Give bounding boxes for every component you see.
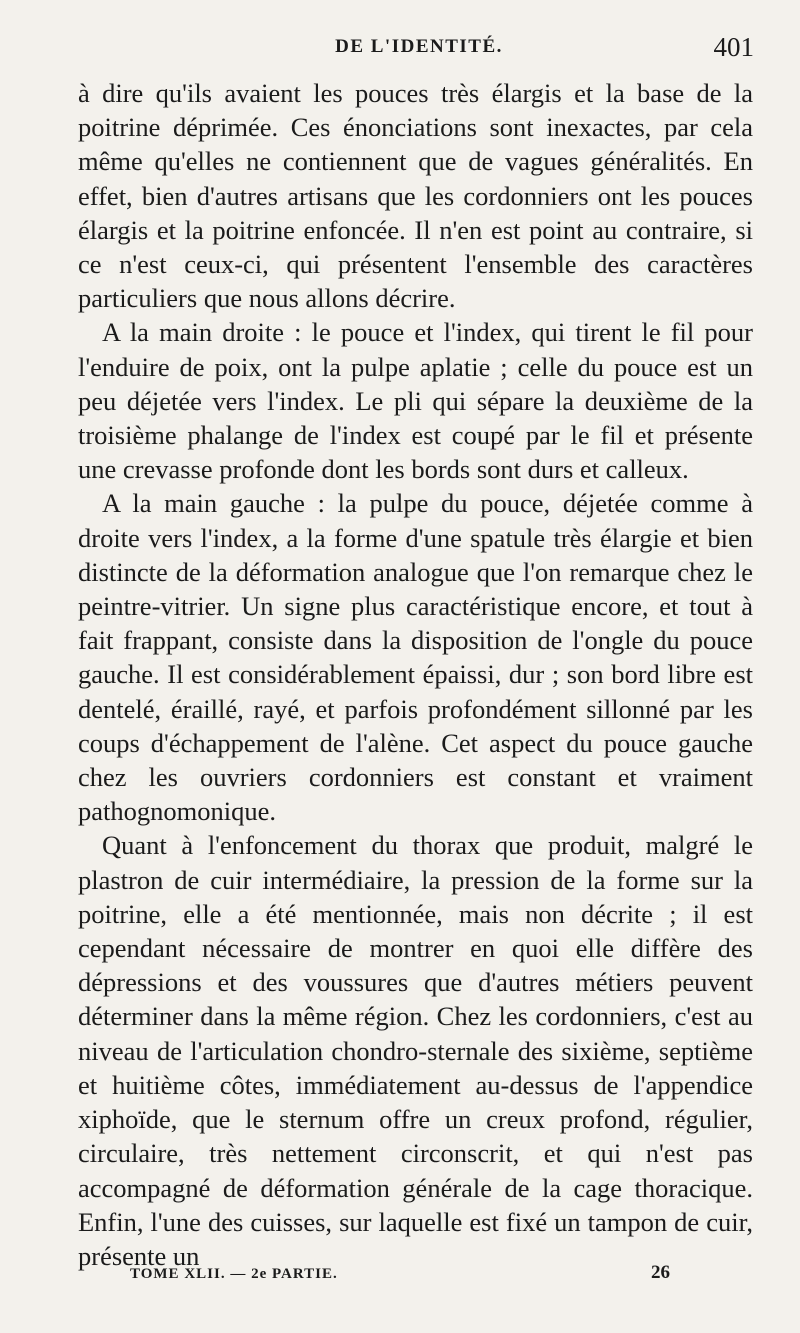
sheet-number: 26 xyxy=(651,1262,670,1283)
page-header xyxy=(78,32,760,76)
paragraph-4: Quant à l'enfoncement du thorax que produit, malgré le plastron de cuir intermédiaire, la pression de la forme sur la poitrine, elle a été mentionnée, mais non décrite ; il est cependant nécessaire de montrer en quoi elle diffère des dépressions et des voussures que d'autres métiers peuvent déterminer dans la même région. Chez les cordonniers, c'est au niveau de l'articulation chondro-sternale des sixième, septième et huitième côtes, immédiatement au-dessus de l'appendice xiphoïde, que le sternum offre un creux profond, régulier, circulaire, très nettement circonscrit, et qui n'est pas accompagné de déformation générale de la cage thoracique. Enfin, l'une des cuisses, sur laquelle est fixé un tampon de cuir, présente un xyxy=(78,830,753,1271)
paragraph-1: à dire qu'ils avaient les pouces très élargis et la base de la poitrine déprimée. Ces énonciations sont inexactes, par cela même qu'elles ne contiennent que de vagues généralités. En effet, bien d'autres artisans que les cordonniers ont les pouces élargis et la poitrine enfoncée. Il n'en est point au contraire, si ce n'est ceux-ci, qui présentent l'ensemble des caractères particuliers que nous allons décrire. xyxy=(78,78,753,314)
paragraph-2: A la main droite : le pouce et l'index, qui tirent le fil pour l'enduire de poix, ont la pulpe aplatie ; celle du pouce est un peu déjetée vers l'index. Le pli qui sépare la deuxième de la troisième phalange de l'index est coupé par le fil et présente une crevasse profonde dont les bords sont durs et calleux. xyxy=(78,317,753,485)
page-number: 401 xyxy=(713,32,754,62)
body-text xyxy=(78,76,753,1273)
paragraph-3: A la main gauche : la pulpe du pouce, déjetée comme à droite vers l'index, a la forme d'une spatule très élargie et bien distincte de la déformation analogue que l'on remarque chez le peintre-vitrier. Un signe plus caractéristique encore, et tout à fait frappant, consiste dans la disposition de l'ongle du pouce gauche. Il est considérablement épaissi, dur ; son bord libre est dentelé, éraillé, rayé, et parfois profondément sillonné par les coups d'échappement de l'alène. Cet aspect du pouce gauche chez les ouvriers cordonniers est constant et vraiment pathognomonique. xyxy=(78,488,753,827)
running-head: DE L'IDENTITÉ. xyxy=(335,36,503,57)
page-footer xyxy=(130,1262,670,1292)
volume-signature: TOME XLII. — 2e PARTIE. xyxy=(130,1266,338,1282)
